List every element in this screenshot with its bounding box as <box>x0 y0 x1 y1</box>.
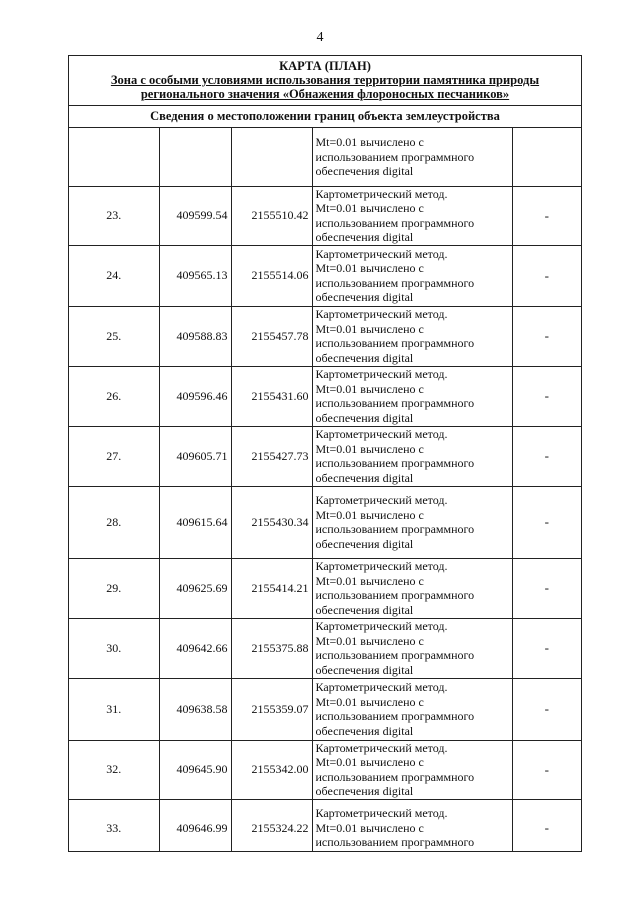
page-number: 4 <box>316 30 324 45</box>
y-coordinate-cell: 2155375.88 <box>231 618 312 678</box>
description-line: обеспечения digital <box>315 723 414 738</box>
point-number-cell <box>69 128 159 186</box>
y-coordinate-cell: 2155514.06 <box>231 245 312 306</box>
description-line: Mt=0.01 вычислено с <box>315 441 424 456</box>
map-title: КАРТА (ПЛАН) <box>279 59 371 73</box>
method-description-cell <box>312 245 512 306</box>
description-line: Mt=0.01 вычислено с <box>315 820 424 835</box>
table-row <box>69 306 581 366</box>
description-line: Mt=0.01 вычислено с <box>315 755 424 769</box>
description-line: обеспечения digital <box>315 602 414 617</box>
x-coordinate-cell: 409565.13 <box>159 245 231 306</box>
x-coordinate-cell: 409642.66 <box>159 618 231 678</box>
y-coordinate-cell: 2155342.00 <box>231 740 312 799</box>
y-coordinate-cell: 2155324.22 <box>231 799 312 852</box>
table-row <box>69 799 581 852</box>
note-cell: - <box>512 678 581 740</box>
description-line: Mt=0.01 вычислено с <box>315 381 424 396</box>
x-coordinate-cell: 409615.64 <box>159 486 231 558</box>
point-number-cell: 26. <box>69 366 159 426</box>
point-number-cell: 30. <box>69 618 159 678</box>
description-line: обеспечения digital <box>315 164 414 178</box>
x-coordinate-cell: 409588.83 <box>159 306 231 366</box>
note-cell: - <box>512 186 581 245</box>
description-line: использованием программного <box>315 456 475 470</box>
description-line: обеспечения digital <box>315 290 414 304</box>
description-line: обеспечения digital <box>315 350 414 365</box>
y-coordinate-cell: 2155510.42 <box>231 186 312 245</box>
table-row <box>69 245 581 306</box>
description-line: Mt=0.01 вычислено с <box>315 201 424 215</box>
description-line: использованием программного <box>315 275 475 290</box>
method-description-cell <box>312 186 512 245</box>
description-line: обеспечения digital <box>315 470 414 485</box>
description-line: Картометрический метод. <box>315 740 448 755</box>
table-header <box>69 56 581 106</box>
point-number-cell: 25. <box>69 306 159 366</box>
description-line: использованием программного <box>315 769 475 784</box>
table-row <box>69 366 581 426</box>
zone-title-line-1: Зона с особыми условиями использования территории памятника природы <box>110 73 540 87</box>
note-cell: - <box>512 306 581 366</box>
point-number-cell: 27. <box>69 426 159 486</box>
x-coordinate-cell: 409645.90 <box>159 740 231 799</box>
note-cell: - <box>512 486 581 558</box>
point-number-cell: 28. <box>69 486 159 558</box>
method-description-cell <box>312 558 512 618</box>
method-description-cell <box>312 426 512 486</box>
description-line: обеспечения digital <box>315 536 414 551</box>
x-coordinate-cell: 409625.69 <box>159 558 231 618</box>
zone-title-line-2: регионального значения «Обнажения флороносных песчаников» <box>140 87 510 101</box>
point-number-cell: 24. <box>69 245 159 306</box>
x-coordinate-cell: 409646.99 <box>159 799 231 852</box>
point-number-cell: 31. <box>69 678 159 740</box>
note-cell: - <box>512 245 581 306</box>
table-row <box>69 426 581 486</box>
description-line: использованием программного <box>315 648 475 662</box>
x-coordinate-cell: 409596.46 <box>159 366 231 426</box>
point-number-cell: 29. <box>69 558 159 618</box>
x-coordinate-cell: 409638.58 <box>159 678 231 740</box>
description-line: Картометрический метод. <box>315 619 448 633</box>
description-line: Картометрический метод. <box>315 367 448 381</box>
x-coordinate-cell <box>159 128 231 186</box>
description-line: Mt=0.01 вычислено с <box>315 694 424 709</box>
description-line: использованием программного <box>315 709 475 723</box>
y-coordinate-cell: 2155359.07 <box>231 678 312 740</box>
description-line: Mt=0.01 вычислено с <box>315 573 424 588</box>
description-line: обеспечения digital <box>315 784 414 798</box>
section-heading: Сведения о местоположении границ объекта землеустройства <box>69 106 581 128</box>
table-row <box>69 486 581 558</box>
method-description-cell <box>312 678 512 740</box>
method-description-cell <box>312 306 512 366</box>
table-row <box>69 186 581 245</box>
description-line: обеспечения digital <box>315 662 414 677</box>
description-line: Картометрический метод. <box>315 186 448 201</box>
description-line: использованием программного <box>315 588 475 602</box>
description-line: использованием программного <box>315 522 475 536</box>
description-line: Mt=0.01 вычислено с <box>315 261 424 275</box>
description-line: Mt=0.01 вычислено с <box>315 135 424 149</box>
y-coordinate-cell <box>231 128 312 186</box>
description-line: Картометрический метод. <box>315 307 448 321</box>
method-description-cell <box>312 618 512 678</box>
y-coordinate-cell: 2155414.21 <box>231 558 312 618</box>
description-line: Mt=0.01 вычислено с <box>315 321 424 336</box>
note-cell: - <box>512 558 581 618</box>
point-number-cell: 23. <box>69 186 159 245</box>
description-line: обеспечения digital <box>315 230 414 244</box>
note-cell: - <box>512 426 581 486</box>
y-coordinate-cell: 2155431.60 <box>231 366 312 426</box>
description-line: использованием программного <box>315 396 475 410</box>
point-number-cell: 32. <box>69 740 159 799</box>
description-line: использованием программного <box>315 336 475 350</box>
description-line: Mt=0.01 вычислено с <box>315 633 424 648</box>
boundary-points-table <box>69 128 581 852</box>
x-coordinate-cell: 409605.71 <box>159 426 231 486</box>
table-row <box>69 128 581 186</box>
table-row <box>69 678 581 740</box>
method-description-cell <box>312 128 512 186</box>
point-number-cell: 33. <box>69 799 159 852</box>
description-line: Картометрический метод. <box>315 559 448 573</box>
note-cell: - <box>512 366 581 426</box>
map-plan-table-frame <box>68 55 582 852</box>
method-description-cell <box>312 366 512 426</box>
description-line: Картометрический метод. <box>315 246 448 261</box>
description-line: Картометрический метод. <box>315 427 448 441</box>
note-cell: - <box>512 740 581 799</box>
table-row <box>69 618 581 678</box>
description-line: Mt=0.01 вычислено с <box>315 507 424 522</box>
x-coordinate-cell: 409599.54 <box>159 186 231 245</box>
method-description-cell <box>312 486 512 558</box>
y-coordinate-cell: 2155427.73 <box>231 426 312 486</box>
y-coordinate-cell: 2155430.34 <box>231 486 312 558</box>
table-row <box>69 740 581 799</box>
description-line: использованием программного <box>315 835 475 850</box>
description-line: использованием программного <box>315 215 475 230</box>
description-line: обеспечения digital <box>315 410 414 425</box>
table-row <box>69 558 581 618</box>
note-cell <box>512 128 581 186</box>
y-coordinate-cell: 2155457.78 <box>231 306 312 366</box>
note-cell: - <box>512 618 581 678</box>
method-description-cell <box>312 740 512 799</box>
description-line: использованием программного <box>315 149 475 164</box>
method-description-cell <box>312 799 512 852</box>
description-line: Картометрический метод. <box>315 806 448 821</box>
note-cell: - <box>512 799 581 852</box>
description-line: Картометрический метод. <box>315 680 448 694</box>
description-line: Картометрический метод. <box>315 493 448 507</box>
